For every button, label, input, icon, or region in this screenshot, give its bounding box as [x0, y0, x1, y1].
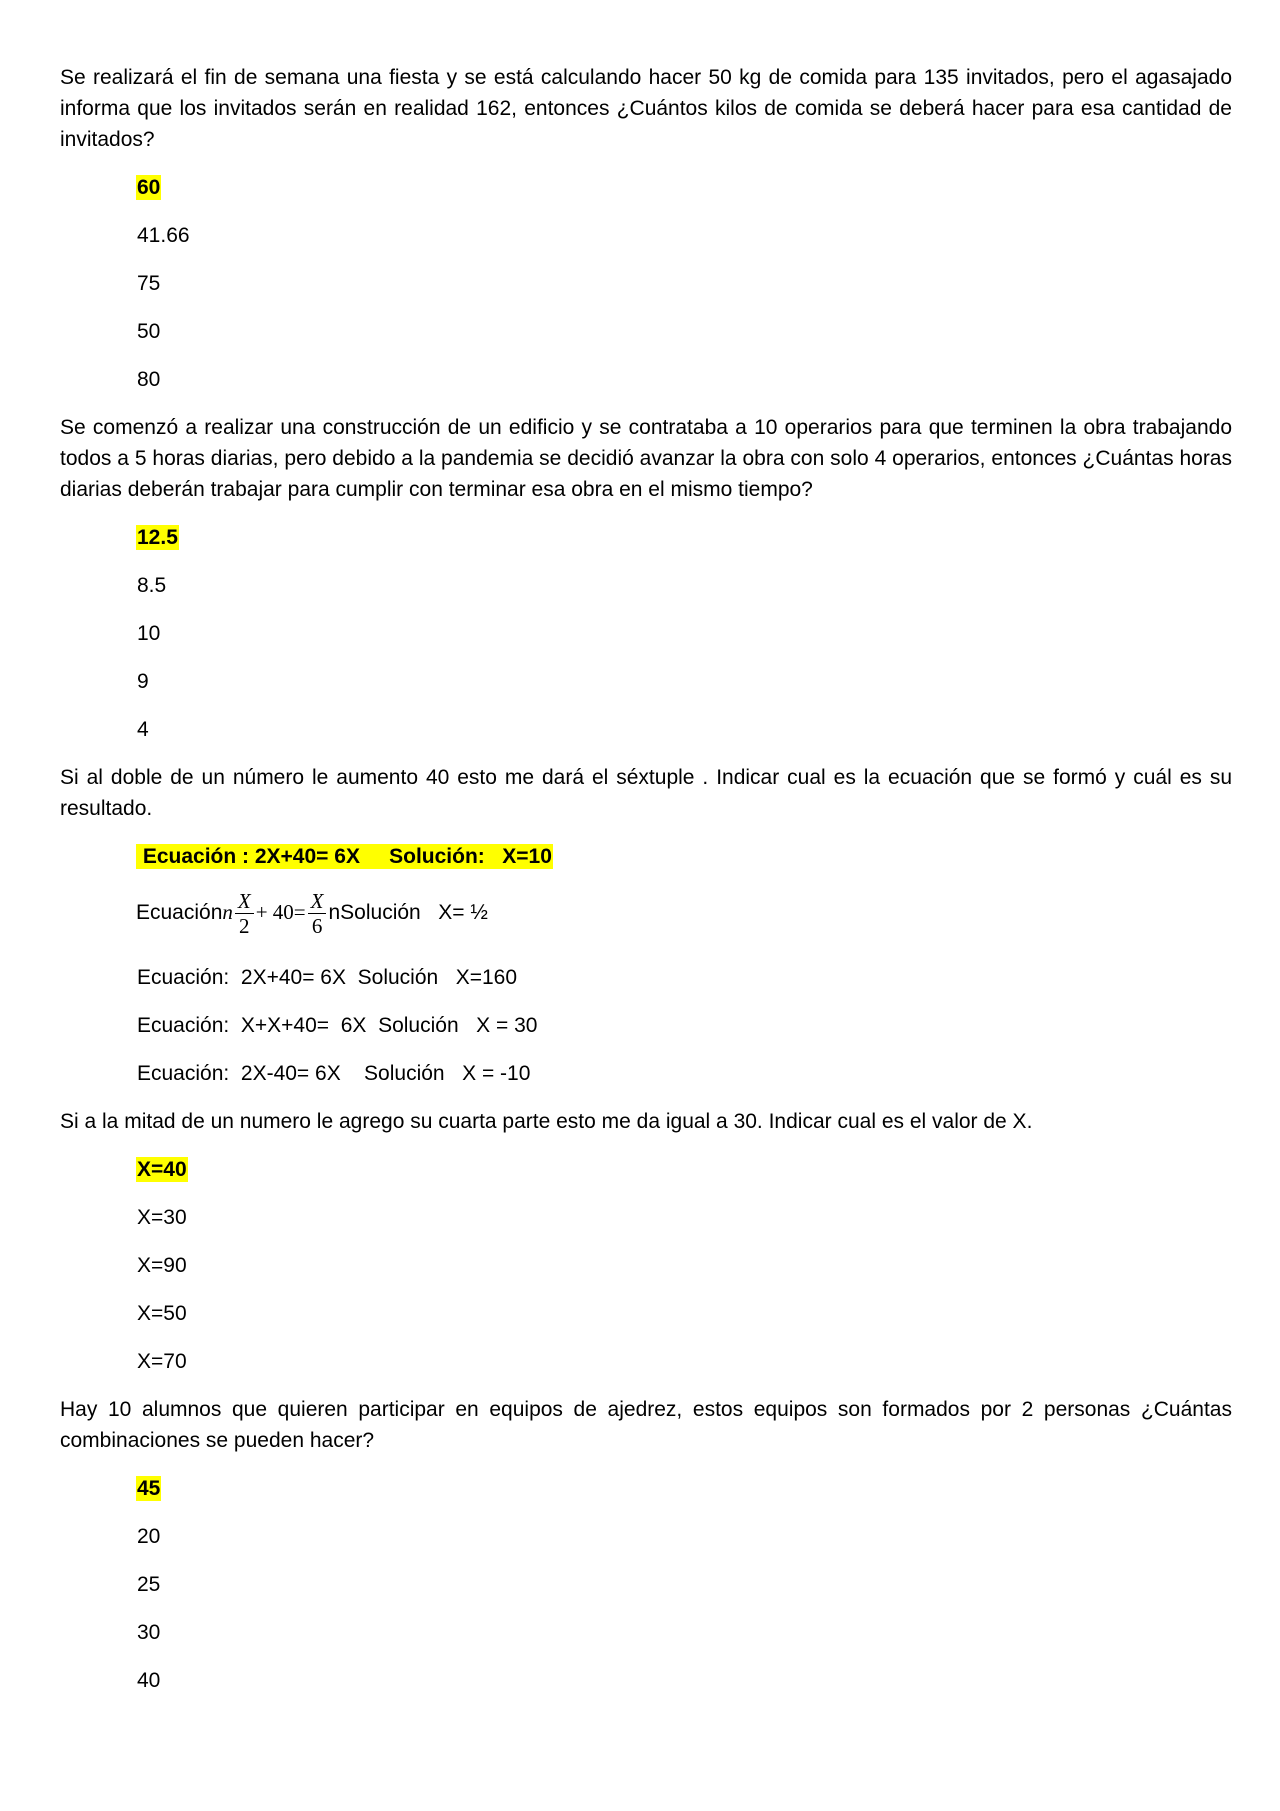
question-4-text: Si a la mitad de un numero le agrego su cuarta parte esto me da igual a 30. Indicar cual es el valor de X.: [60, 1110, 1033, 1133]
answer-text: Ecuación: 2X+40= 6X Solución X=160: [137, 966, 518, 989]
answer-option: [136, 1010, 1232, 1041]
answer-option: [136, 1058, 1232, 1089]
answer-text: X=30: [137, 1206, 187, 1229]
answer-text: 60: [137, 176, 161, 199]
answer-option: [136, 1521, 1232, 1552]
answer-text: 80: [137, 368, 161, 391]
answer-option: [136, 364, 1232, 395]
answer-option: [136, 220, 1232, 251]
answer-option: [136, 1202, 1232, 1233]
answer-option: [136, 268, 1232, 299]
answer-text: X=40: [137, 1158, 187, 1181]
fraction-denominator: 2: [239, 914, 250, 938]
answer-text: 10: [137, 622, 161, 645]
answer-text: Ecuación: 2X-40= 6X Solución X = -10: [137, 1062, 531, 1085]
answer-option: [136, 1569, 1232, 1600]
answer-text: 41.66: [137, 224, 190, 247]
fraction-prefix: Ecuación: [136, 901, 223, 925]
answer-option: [136, 714, 1232, 745]
fraction-x-over-2: [235, 889, 254, 938]
answer-text: 4: [137, 718, 149, 741]
fraction-numerator: X: [235, 889, 254, 914]
question-5-options: [60, 1473, 1232, 1696]
answer-text: Ecuación : 2X+40= 6X Solución: X=10: [137, 845, 552, 868]
answer-option-correct: [136, 522, 1232, 553]
answer-option: [136, 1617, 1232, 1648]
answer-text: 40: [137, 1669, 161, 1692]
answer-text: X=90: [137, 1254, 187, 1277]
answer-text: X=70: [137, 1350, 187, 1373]
question-2-options: [60, 522, 1232, 745]
fraction-numerator: X: [308, 889, 327, 914]
answer-text: 8.5: [137, 574, 167, 597]
equation-middle: + 40=: [255, 900, 306, 925]
answer-option: [136, 618, 1232, 649]
answer-text: 30: [137, 1621, 161, 1644]
answer-option: [136, 1250, 1232, 1281]
answer-option: [136, 570, 1232, 601]
answer-text: 50: [137, 320, 161, 343]
question-2-text: Se comenzó a realizar una construcción de un edificio y se contrataba a 10 operarios para que terminen la obra trabajando todos a 5 horas diarias, pero debido a la pandemia se decidió avanzar la obra con solo 4 operarios, entonces ¿Cuántas horas diarias deberán trabajar para cumplir con terminar esa obra en el mismo tiempo?: [60, 416, 1232, 501]
answer-text: 25: [137, 1573, 161, 1596]
answer-option: [136, 962, 1232, 993]
answer-text: 20: [137, 1525, 161, 1548]
question-3-options: [60, 841, 1232, 1089]
answer-option: [136, 1346, 1232, 1377]
fraction-suffix: nSolución X= ½: [328, 901, 488, 925]
answer-text: Ecuación: X+X+40= 6X Solución X = 30: [137, 1014, 538, 1037]
answer-option-correct: [136, 172, 1232, 203]
answer-text: 9: [137, 670, 149, 693]
answer-option: [136, 1665, 1232, 1696]
question-3-text: Si al doble de un número le aumento 40 esto me dará el séxtuple . Indicar cual es la ecuación que se formó y cuál es su resultado.: [60, 766, 1232, 820]
answer-option-fraction: [136, 889, 1232, 938]
answer-option-correct: [136, 841, 1232, 872]
answer-text: 75: [137, 272, 161, 295]
question-4-options: [60, 1154, 1232, 1377]
fraction-denominator: 6: [311, 914, 323, 938]
variable-n: n: [222, 900, 233, 925]
question-5-text: Hay 10 alumnos que quieren participar en equipos de ajedrez, estos equipos son formados por 2 personas ¿Cuántas combinaciones se pueden hacer?: [60, 1398, 1232, 1452]
answer-option: [136, 666, 1232, 697]
question-1-options: [60, 172, 1232, 395]
answer-option: [136, 316, 1232, 347]
answer-option-correct: [136, 1473, 1232, 1504]
fraction-x-over-6: [308, 889, 327, 938]
answer-option: [136, 1298, 1232, 1329]
answer-text: X=50: [137, 1302, 187, 1325]
answer-text: 45: [137, 1477, 161, 1500]
answer-text: 12.5: [137, 526, 178, 549]
answer-option-correct: [136, 1154, 1232, 1185]
question-1-text: Se realizará el fin de semana una fiesta y se está calculando hacer 50 kg de comida para 135 invitados, pero el agasajado informa que los invitados serán en realidad 162, entonces ¿Cuántos kilos de comida se deberá hacer para esa cantidad de invitados?: [60, 66, 1232, 151]
